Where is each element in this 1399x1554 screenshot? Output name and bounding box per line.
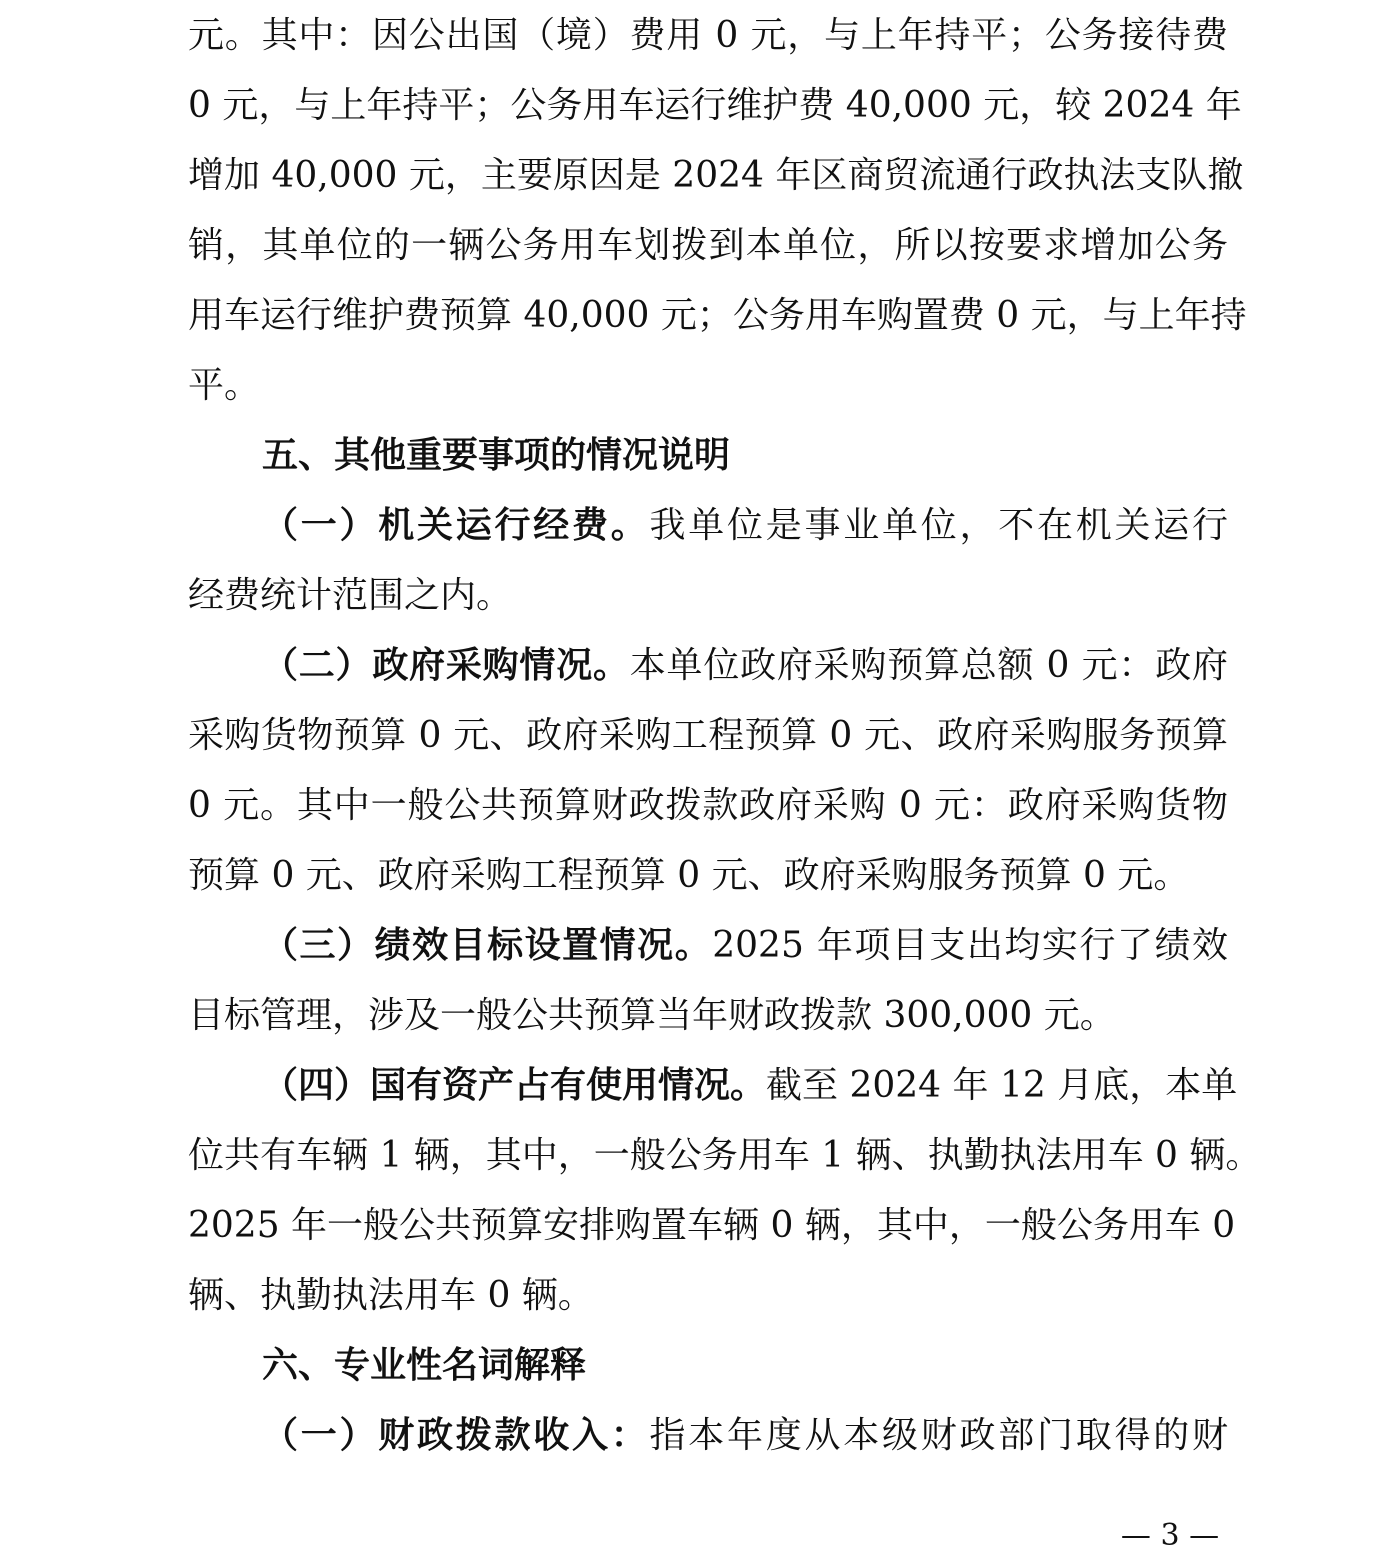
paragraph-line bbox=[262, 1050, 1238, 1122]
body-text-line: 平。 bbox=[188, 365, 261, 406]
paragraph-text: 本单位政府采购预算总额 0 元：政府 bbox=[629, 645, 1228, 686]
paragraph-line: 目标管理，涉及一般公共预算当年财政拨款 300,000 元。 bbox=[188, 995, 1116, 1036]
body-text-line: 增加 40,000 元，主要原因是 2024 年区商贸流通行政执法支队撤 bbox=[188, 155, 1244, 196]
paragraph-text: 指本年度从本级财政部门取得的财 bbox=[649, 1415, 1228, 1456]
section-heading-six: 六、专业性名词解释 bbox=[262, 1345, 587, 1386]
paragraph-line: 经费统计范围之内。 bbox=[188, 575, 513, 616]
paragraph-lead: （二）政府采购情况。 bbox=[262, 645, 630, 686]
paragraph-line: 位共有车辆 1 辆，其中，一般公务用车 1 辆、执勤执法用车 0 辆。 bbox=[188, 1135, 1262, 1176]
paragraph-text: 2025 年项目支出均实行了绩效 bbox=[712, 925, 1228, 966]
paragraph-line bbox=[262, 630, 1228, 702]
body-text-line: 用车运行维护费预算 40,000 元；公务用车购置费 0 元，与上年持 bbox=[188, 295, 1247, 336]
paragraph-lead: （一）机关运行经费。 bbox=[262, 505, 650, 546]
paragraph-line: 0 元。其中一般公共预算财政拨款政府采购 0 元：政府采购货物 bbox=[188, 785, 1228, 826]
paragraph-lead: （三）绩效目标设置情况。 bbox=[262, 925, 713, 966]
paragraph-lead: （四）国有资产占有使用情况。 bbox=[262, 1065, 767, 1106]
paragraph-text: 截至 2024 年 12 月底，本单 bbox=[766, 1065, 1238, 1106]
paragraph-line: 2025 年一般公共预算安排购置车辆 0 辆，其中，一般公务用车 0 bbox=[188, 1205, 1236, 1246]
body-text-line: 元。其中：因公出国（境）费用 0 元，与上年持平；公务接待费 bbox=[188, 15, 1228, 56]
paragraph-line bbox=[262, 1400, 1228, 1472]
paragraph-text: 我单位是事业单位，不在机关运行 bbox=[649, 505, 1228, 546]
paragraph-line: 预算 0 元、政府采购工程预算 0 元、政府采购服务预算 0 元。 bbox=[188, 855, 1190, 896]
paragraph-line: 采购货物预算 0 元、政府采购工程预算 0 元、政府采购服务预算 bbox=[188, 715, 1228, 756]
paragraph-lead: （一）财政拨款收入： bbox=[262, 1415, 650, 1456]
body-text-line: 销，其单位的一辆公务用车划拨到本单位，所以按要求增加公务 bbox=[188, 225, 1228, 266]
paragraph-line: 辆、执勤执法用车 0 辆。 bbox=[188, 1275, 594, 1316]
page-number: — 3 — bbox=[1120, 1518, 1220, 1553]
body-text-line: 0 元，与上年持平；公务用车运行维护费 40,000 元，较 2024 年 bbox=[188, 85, 1242, 126]
paragraph-line bbox=[262, 490, 1228, 562]
paragraph-line bbox=[262, 910, 1228, 982]
section-heading-five: 五、其他重要事项的情况说明 bbox=[262, 435, 731, 476]
